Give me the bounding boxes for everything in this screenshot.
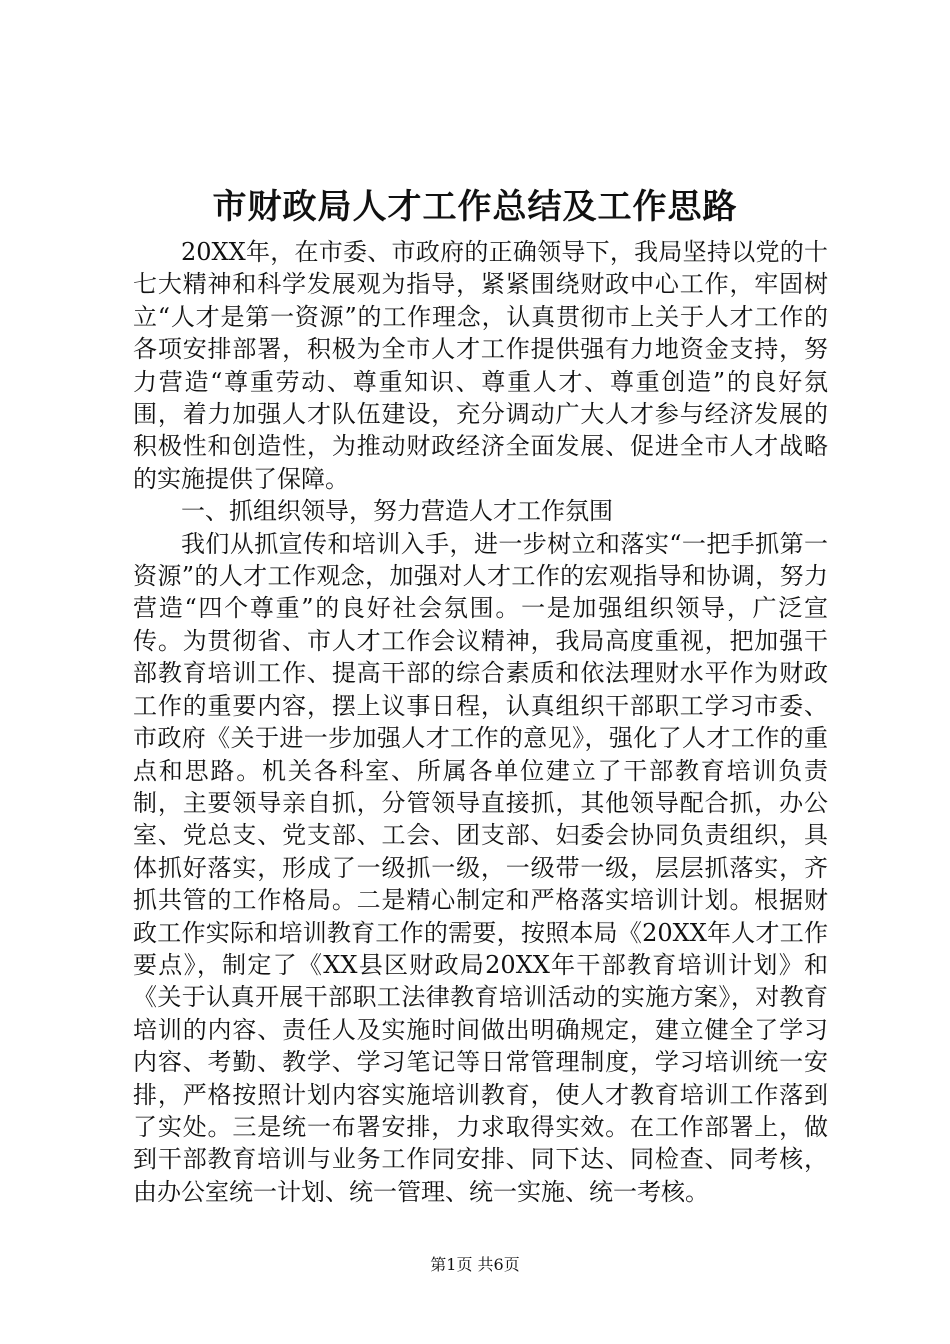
section-paragraph: 我们从抓宣传和培训入手，进一步树立和落实“一把手抓第一资源”的人才工作观念，加强对人才工作的宏观指导和协调，努力营造“四个尊重”的良好社会氛围。一是加强组织领导，广泛宣传。为贯彻省、市人才工作会议精神，我局高度重视，把加强干部教育培训工作、提高干部的综合素质和依法理财水平作为财政工作的重要内容，摆上议事日程，认真组织干部职工学习市委、市政府《关于进一步加强人才工作的意见》，强化了人才工作的重点和思路。机关各科室、所属各单位建立了干部教育培训负责制，主要领导亲自抓，分管领导直接抓，其他领导配合抓，办公室、党总支、党支部、工会、团支部、妇委会协同负责组织，具体抓好落实，形成了一级抓一级，一级带一级，层层抓落实，齐抓共管的工作格局。二是精心制定和严格落实培训计划。根据财政工作实际和培训教育工作的需要，按照本局《20XX年人才工作要点》，制定了《XX县区财政局20XX年干部教育培训计划》和《关于认真开展干部职工法律教育培训活动的实施方案》，对教育培训的内容、责任人及实施时间做出明确规定，建立健全了学习内容、考勤、教学、学习笔记等日常管理制度，学习培训统一安排，严格按照计划内容实施培训教育，使人才教育培训工作落到了实处。三是统一布署安排，力求取得实效。在工作部署上，做到干部教育培训与业务工作同安排、同下达、同检查、同考核，由办公室统一计划、统一管理、统一实施、统一考核。 — [133, 529, 828, 1206]
document-title: 市财政局人才工作总结及工作思路 — [212, 187, 738, 227]
page-footer: 第1页 共6页 — [430, 1255, 520, 1274]
intro-paragraph: 20XX年，在市委、市政府的正确领导下，我局坚持以党的十七大精神和科学发展观为指导，紧紧围绕财政中心工作，牢固树立“人才是第一资源”的工作理念，认真贯彻市上关于人才工作的各项安排部署，积极为全市人才工作提供强有力地资金支持，努力营造“尊重劳动、尊重知识、尊重人才、尊重创造”的良好氛围，着力加强人才队伍建设，充分调动广大人才参与经济发展的积极性和创造性，为推动财政经济全面发展、促进全市人才战略的实施提供了保障。 — [133, 238, 828, 493]
document-body — [133, 236, 828, 1208]
section-heading: 一、抓组织领导，努力营造人才工作氛围 — [181, 497, 613, 526]
